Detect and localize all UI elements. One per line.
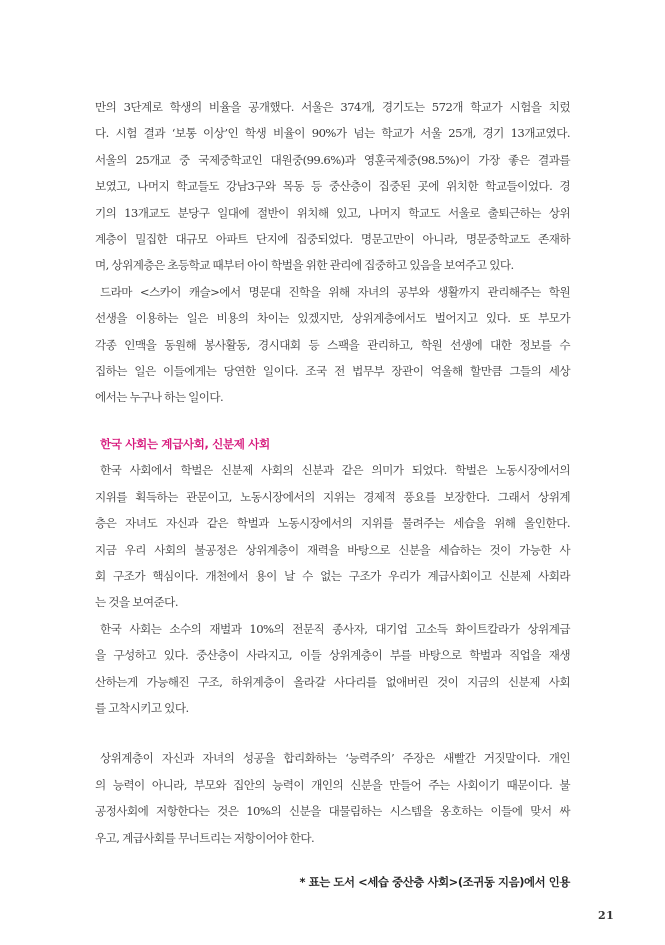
text-line: 보였고, 나머지 학교들도 강남3구와 목동 등 중산층이 집중된 곳에 위치한 학교들이었다. 경 [95,179,570,194]
text-line: 한국 사회에서 학벌은 신분제 사회의 신분과 같은 의미가 되었다. 학벌은 노동시장에서의 [100,463,570,478]
paragraph-5 [95,745,570,851]
text-line: 계층이 밀집한 대규모 아파트 단지에 집중되었다. 명문고만이 아니라, 명문중학교도 존재하 [95,232,570,247]
text-line: 산하는게 가능해진 구조, 하위계층이 올라갈 사다리를 없애버린 것이 지금의 신분제 사회 [95,674,570,689]
source-note: * 표는 도서 <세습 중산층 사회>(조귀동 지음)에서 인용 [299,874,570,889]
text-line: 층은 자녀도 자신과 같은 학벌과 노동시장에서의 지위를 물려주는 세습을 위해 올인한다. [95,516,570,531]
article-body [95,94,570,895]
text-line: 는 것을 보여준다. [95,595,178,610]
page-number: 21 [598,909,615,922]
text-line: 회 구조가 핵심이다. 개천에서 용이 날 수 없는 구조가 우리가 계급사회이고 신분제 사회라 [95,568,570,583]
text-line: 기의 13개교도 분당구 일대에 절반이 위치해 있고, 나머지 학교도 서울로 출퇴근하는 상위 [95,205,570,220]
text-line: 지위를 획득하는 관문이고, 노동시장에서의 지위는 경제적 풍요를 보장한다. 그래서 상위계 [95,489,570,504]
text-line: 를 고착시키고 있다. [95,700,189,715]
paragraph-3 [95,457,570,615]
text-line: 드라마 <스카이 캐슬>에서 명문대 진학을 위해 자녀의 공부와 생활까지 관리해주는 학원 [100,284,570,299]
text-line: 며, 상위계층은 초등학교 때부터 아이 학벌을 위한 관리에 집중하고 있음을 보여주고 있다. [95,258,514,273]
paragraph-1 [95,94,570,279]
spacer [95,721,570,745]
text-line: 지금 우리 사회의 불공정은 상위계층이 재력을 바탕으로 신분을 세습하는 것이 가능한 사 [95,542,570,557]
text-line: 선생을 이용하는 일은 비용의 차이는 있겠지만, 상위계층에서도 벌어지고 있다. 또 부모가 [95,311,570,326]
spacer [95,851,570,869]
section-heading: 한국 사회는 계급사회, 신분제 사회 [100,436,270,451]
paragraph-2 [95,279,570,411]
text-line: 각종 인맥을 동원해 봉사활동, 경시대회 등 스팩을 관리하고, 학원 선생에 대한 정보를 수 [95,337,570,352]
text-line: 서울의 25개교 중 국제중학교인 대원중(99.6%)과 영훈국제중(98.5%)이 가장 좋은 결과를 [95,152,570,167]
text-line: 에서는 누구나 하는 일이다. [95,390,224,405]
spacer [95,411,570,431]
text-line: 만의 3단계로 학생의 비율을 공개했다. 서울은 374개, 경기도는 572개 학교가 시험을 치렀 [95,100,570,114]
text-line: 상위계층이 자신과 자녀의 성공을 합리화하는 ‘능력주의’ 주장은 새빨간 거짓말이다. 개인 [100,751,570,766]
text-line: 우고, 계급사회를 무너트리는 저항이어야 한다. [95,830,315,845]
text-line: 집하는 일은 이들에게는 당연한 일이다. 조국 전 법무부 장관이 억울해 할만큼 그들의 세상 [95,364,570,379]
text-line: 의 능력이 아니라, 부모와 집안의 능력이 개인의 신분을 만들어 주는 사회이기 때문이다. 불 [95,777,570,792]
paragraph-4 [95,616,570,722]
text-line: 공정사회에 저항한다는 것은 10%의 신분을 대물림하는 시스템을 옹호하는 이들에 맞서 싸 [95,804,570,819]
text-line: 다. 시험 결과 ‘보통 이상’인 학생 비율이 90%가 넘는 학교가 서울 25개, 경기 13개교였다. [95,126,570,141]
text-line: 을 구성하고 있다. 중산층이 사라지고, 이들 상위계층이 부를 바탕으로 학벌과 직업을 재생 [95,648,570,663]
text-line: 한국 사회는 소수의 재벌과 10%의 전문직 종사자, 대기업 고소득 화이트칼라가 상위계급 [100,621,570,636]
